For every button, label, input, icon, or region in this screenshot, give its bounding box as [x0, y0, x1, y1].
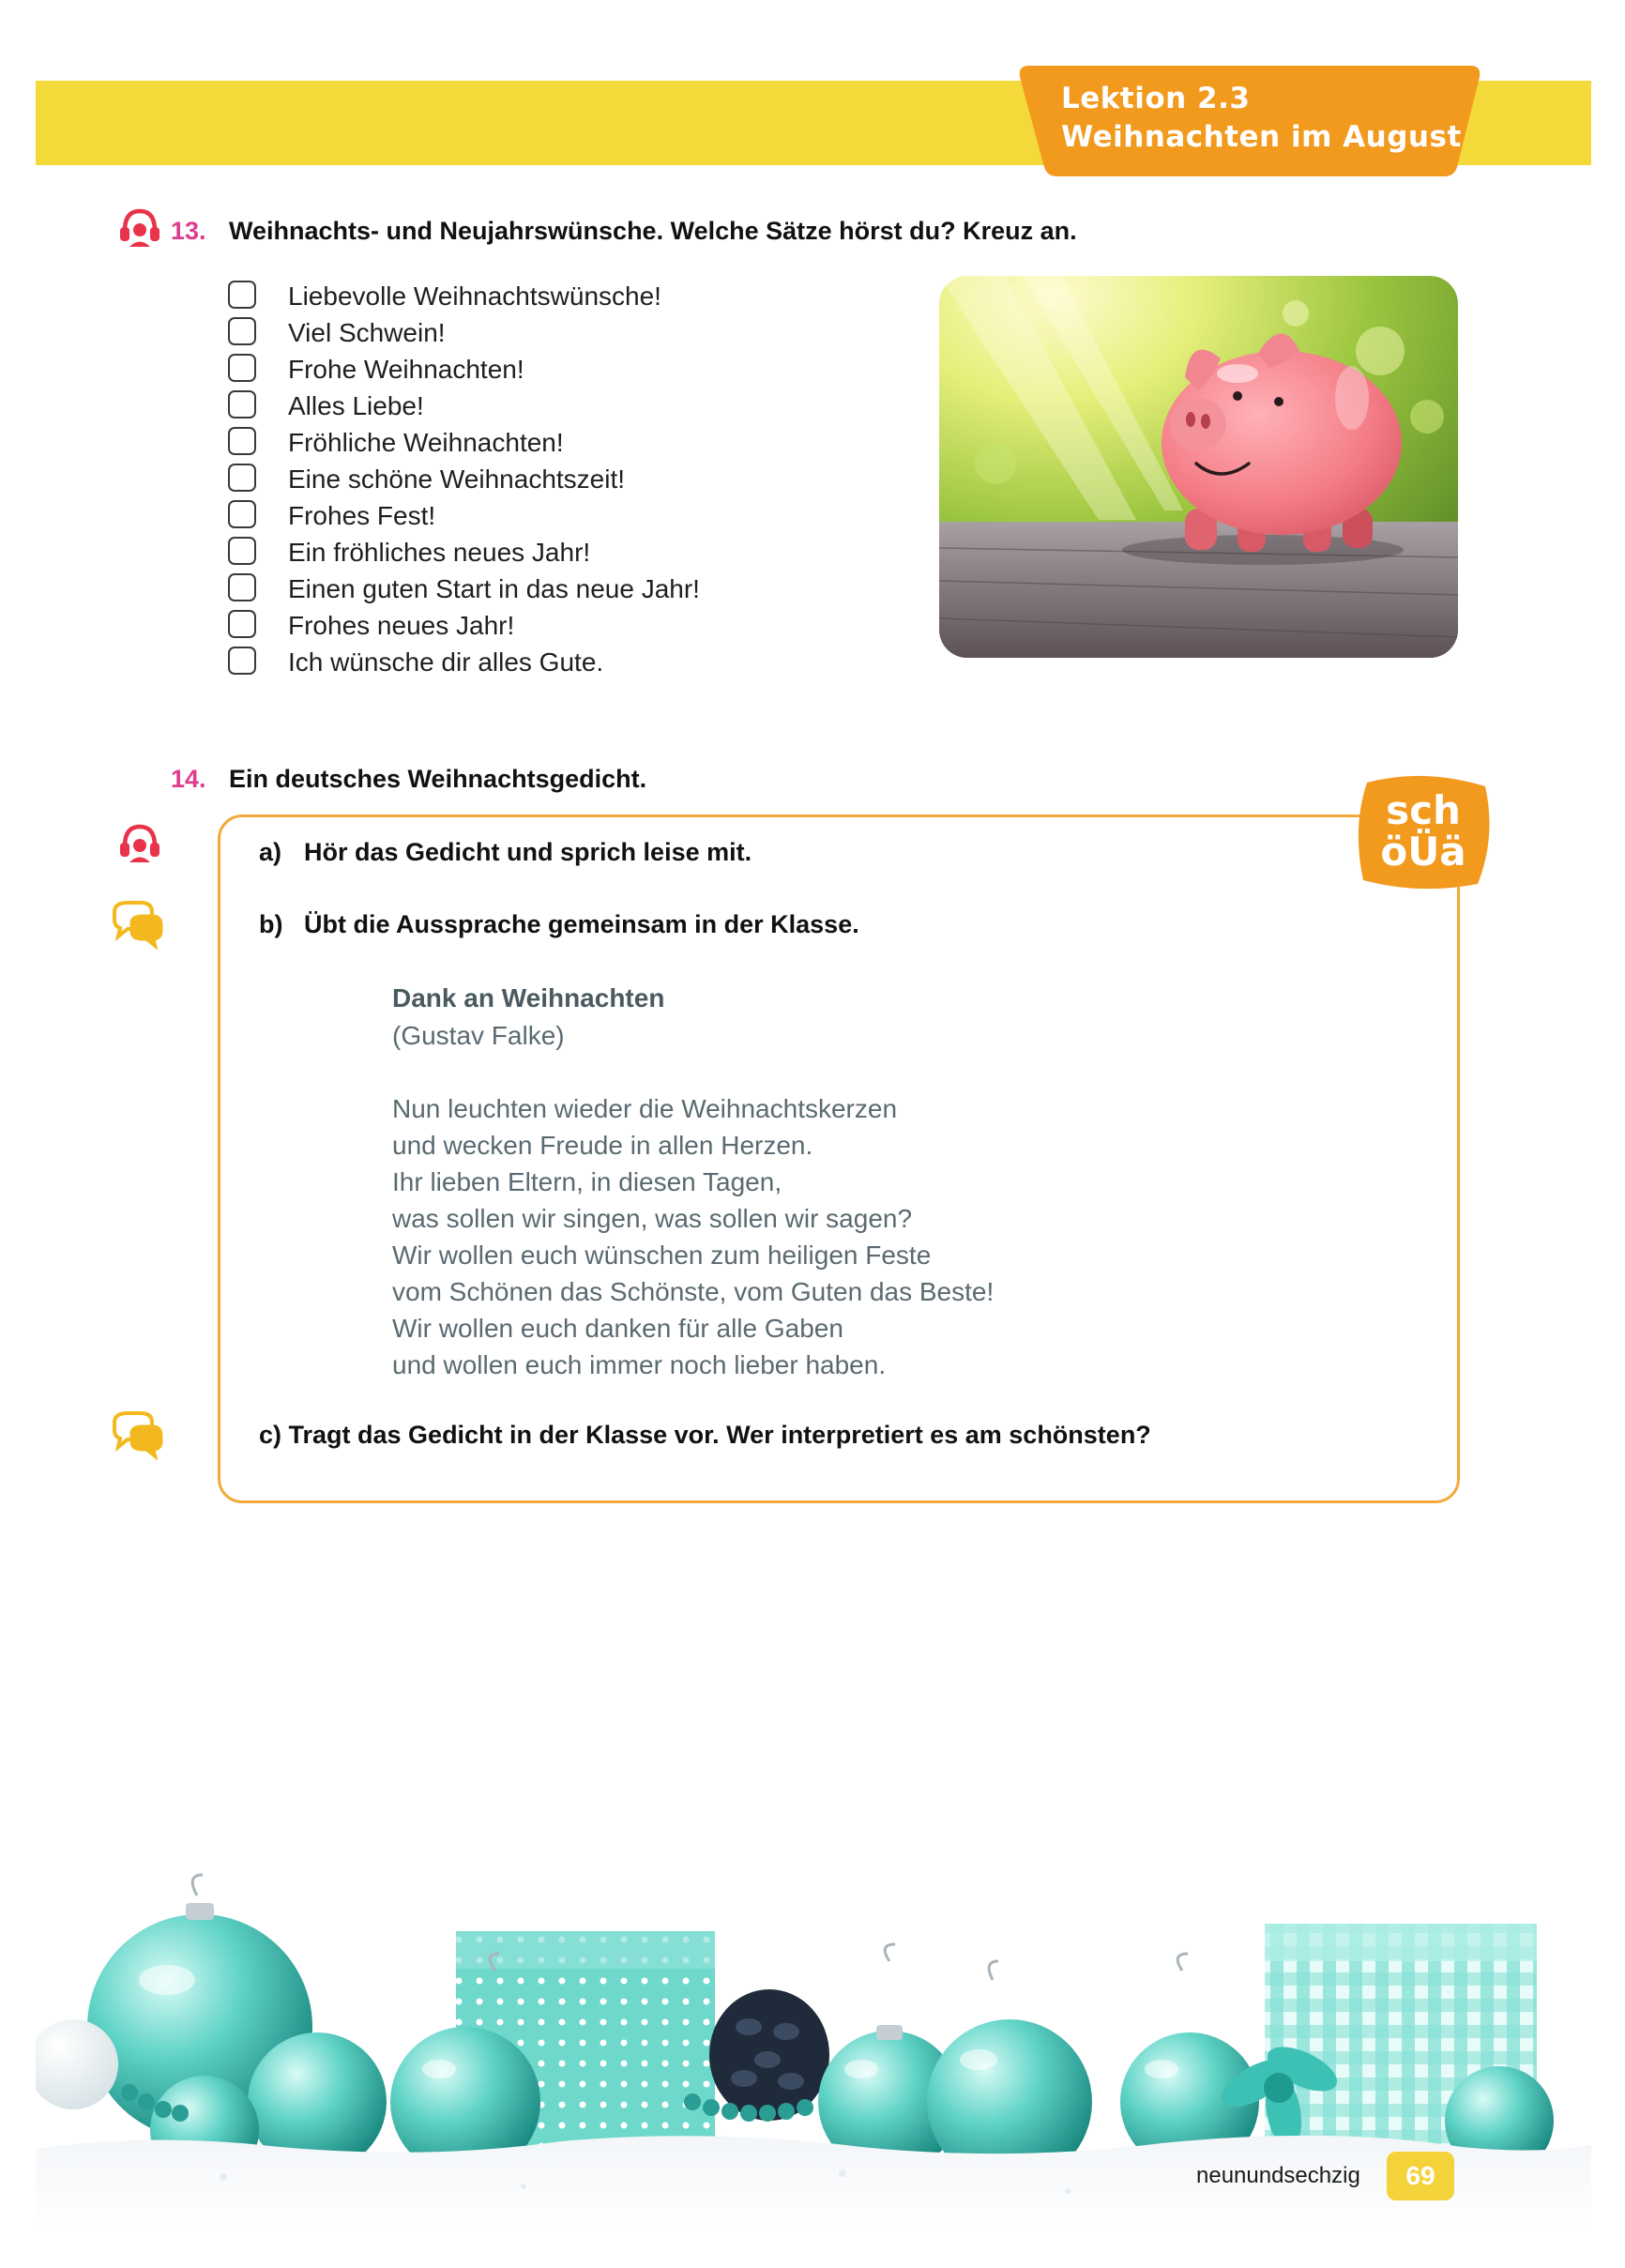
task-c: c) Tragt das Gedicht in der Klasse vor. Wer interpretiert es am schönsten?: [259, 1421, 1151, 1449]
checkbox[interactable]: [228, 427, 256, 455]
check-item: [228, 424, 791, 461]
check-item-label: Frohes neues Jahr!: [288, 610, 515, 640]
headphones-icon: [116, 203, 163, 254]
check-item: [228, 534, 791, 571]
check-item: [228, 644, 791, 680]
poem-line: was sollen wir singen, was sollen wir sagen?: [392, 1204, 913, 1233]
lesson-label: Lektion 2.3: [1061, 82, 1251, 115]
checkbox[interactable]: [228, 281, 256, 309]
checkbox[interactable]: [228, 390, 256, 419]
poem: [392, 980, 994, 1383]
poem-line: Ihr lieben Eltern, in diesen Tagen,: [392, 1167, 782, 1196]
poem-line: und wecken Freude in allen Herzen.: [392, 1131, 813, 1160]
check-item-label: Ein fröhliches neues Jahr!: [288, 537, 591, 567]
check-item-label: Viel Schwein!: [288, 317, 446, 347]
check-item-label: Frohes Fest!: [288, 500, 436, 530]
page-number-word: neunundsechzig: [1196, 2163, 1360, 2188]
poem-title: Dank an Weihnachten: [392, 983, 665, 1012]
exercise-14-title: Ein deutsches Weihnachtsgedicht.: [229, 765, 647, 793]
check-item: [228, 571, 791, 607]
page-number: 69: [1405, 2161, 1435, 2190]
check-item: [228, 607, 791, 644]
poem-line: Wir wollen euch danken für alle Gaben: [392, 1314, 843, 1343]
wish-checklist: [228, 278, 791, 680]
speech-bubbles-icon: [111, 899, 165, 954]
speech-bubbles-icon: [111, 1409, 165, 1465]
checkbox[interactable]: [228, 537, 256, 565]
piggy-bank-photo: [939, 276, 1458, 658]
check-item: [228, 497, 791, 534]
checkbox[interactable]: [228, 464, 256, 492]
check-item-label: Frohe Weihnachten!: [288, 354, 524, 384]
task-a: [259, 838, 752, 867]
task-b-letter: b): [259, 910, 283, 938]
exercise-14-number: 14.: [171, 765, 206, 793]
check-item: [228, 461, 791, 497]
page-number-badge: [1387, 2152, 1454, 2200]
check-item: [228, 314, 791, 351]
lesson-tab: [1016, 62, 1483, 180]
poem-line: Nun leuchten wieder die Weihnachtskerzen: [392, 1094, 898, 1123]
task-a-text: Hör das Gedicht und sprich leise mit.: [304, 838, 752, 866]
poem-line: Wir wollen euch wünschen zum heiligen Feste: [392, 1241, 932, 1270]
check-item: [228, 278, 791, 314]
lesson-title: Weihnachten im August: [1061, 120, 1462, 154]
check-item-label: Fröhliche Weihnachten!: [288, 427, 564, 457]
check-item-label: Einen guten Start in das neue Jahr!: [288, 573, 700, 603]
poem-line: und wollen euch immer noch lieber haben.: [392, 1350, 887, 1379]
badge-line-2: öÜä: [1380, 829, 1466, 875]
exercise-13-number: 13.: [171, 217, 206, 245]
checkbox[interactable]: [228, 354, 256, 382]
task-b: [259, 910, 859, 939]
check-item: [228, 388, 791, 424]
checkbox[interactable]: [228, 573, 256, 601]
headphones-icon: [116, 818, 163, 870]
exercise-13-instruction: Weihnachts- und Neujahrswünsche. Welche Sätze hörst du? Kreuz an.: [229, 217, 1077, 245]
check-item-label: Ich wünsche dir alles Gute.: [288, 647, 604, 677]
check-item: [228, 351, 791, 388]
task-b-text: Übt die Aussprache gemeinsam in der Klasse.: [304, 910, 859, 938]
checkbox[interactable]: [228, 317, 256, 345]
poem-line: vom Schönen das Schönste, vom Guten das Beste!: [392, 1277, 995, 1306]
check-item-label: Alles Liebe!: [288, 390, 424, 420]
check-item-label: Eine schöne Weihnachtszeit!: [288, 464, 626, 494]
check-item-label: Liebevolle Weihnachtswünsche!: [288, 281, 661, 311]
pronunciation-badge: [1354, 771, 1493, 891]
checkbox[interactable]: [228, 610, 256, 638]
poem-author: (Gustav Falke): [392, 1021, 565, 1050]
checkbox[interactable]: [228, 647, 256, 675]
task-a-letter: a): [259, 838, 282, 866]
checkbox[interactable]: [228, 500, 256, 528]
badge-line-1: sch: [1386, 787, 1461, 833]
